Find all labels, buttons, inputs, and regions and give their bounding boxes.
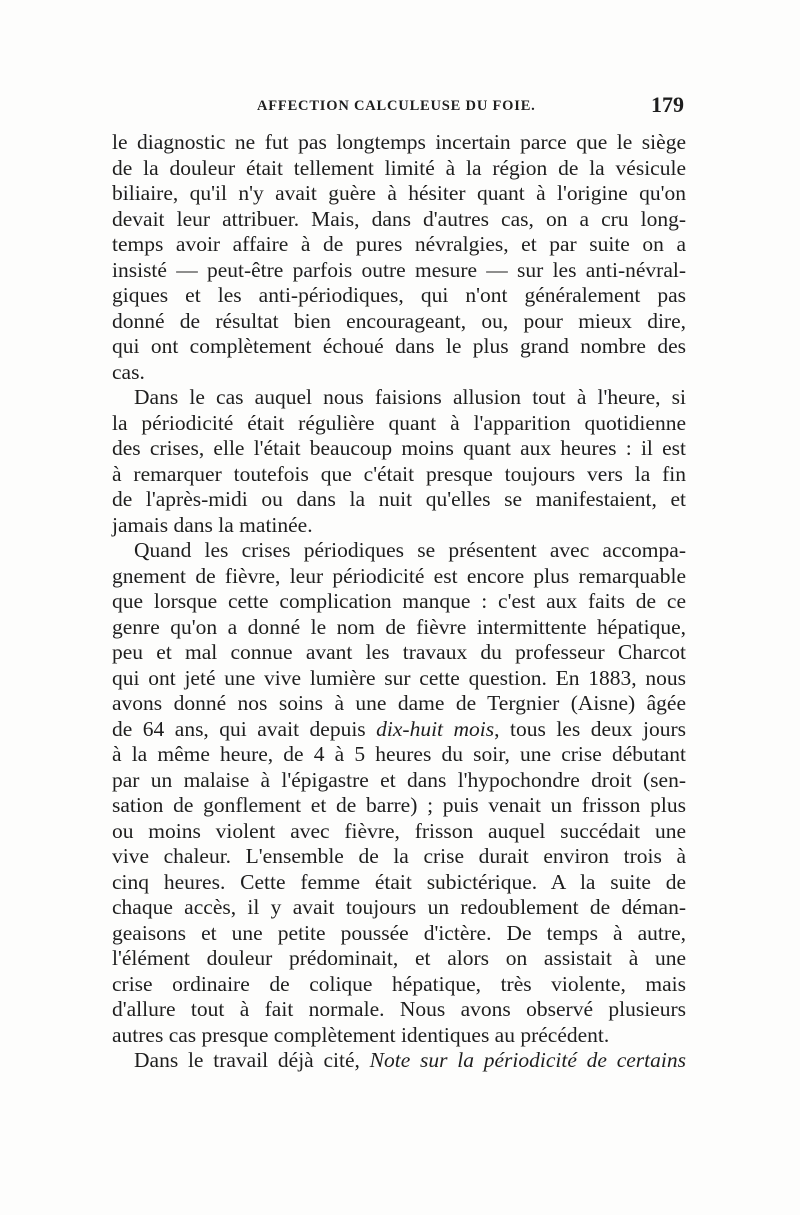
text-run: Dans le travail déjà cité, [134, 1048, 370, 1072]
text-line: à la même heure, de 4 à 5 heures du soir, une crise débutant [112, 742, 686, 766]
page-number: 179 [651, 92, 684, 117]
text-line: gnement de fièvre, leur périodicité est encore plus remarquable [112, 563, 686, 588]
text-line: crise ordinaire de colique hépatique, très violente, mais [112, 971, 686, 996]
text-line: jamais dans la matinée. [112, 512, 313, 537]
text-line: temps avoir affaire à de pures névralgies, et par suite on a [112, 232, 686, 256]
italic-run: Note sur la périodicité de certains [369, 1048, 686, 1072]
text-line: des crises, elle l'était beaucoup moins quant aux heures : il est [112, 436, 686, 460]
text-line: d'allure tout à fait normale. Nous avons observé plusieurs [112, 997, 686, 1021]
text-line: devait leur attribuer. Mais, dans d'autres cas, on a cru long- [112, 206, 686, 231]
body-text [112, 130, 686, 1074]
text-line: biliaire, qu'il n'y avait guère à hésiter quant à l'origine qu'on [112, 181, 686, 205]
running-title: AFFECTION CALCULEUSE DU FOIE. [257, 98, 536, 114]
text-line: genre qu'on a donné le nom de fièvre intermittente hépatique, [112, 614, 686, 639]
text-line: cas. [112, 359, 145, 384]
text-line: sation de gonflement et de barre) ; puis venait un frisson plus [112, 793, 686, 817]
text-line: l'élément douleur prédominait, et alors on assistait à une [112, 946, 686, 970]
text-line: Dans le cas auquel nous faisions allusion tout à l'heure, si [134, 385, 686, 409]
italic-run: dix-huit mois [376, 716, 495, 741]
text-line: peu et mal connue avant les travaux du professeur Charcot [112, 640, 686, 664]
text-run: de 64 ans, qui avait depuis [112, 716, 377, 741]
running-head [112, 92, 684, 122]
text-line: la périodicité était régulière quant à l'apparition quotidienne [112, 410, 686, 435]
text-line: ou moins violent avec fièvre, frisson auquel succédait une [112, 818, 686, 843]
text-line [112, 1048, 686, 1074]
text-line: qui ont jeté une vive lumière sur cette question. En 1883, nous [112, 665, 686, 690]
text-line: autres cas presque complètement identiques au précédent. [112, 1022, 610, 1047]
text-line: le diagnostic ne fut pas longtemps incertain parce que le siège [112, 130, 686, 154]
text-line: de la douleur était tellement limité à la région de la vésicule [112, 155, 686, 180]
text-line: de l'après-midi ou dans la nuit qu'elles se manifestaient, et [112, 487, 686, 511]
text-line: insisté — peut-être parfois outre mesure — sur les anti-névral- [112, 257, 686, 282]
text-line: qui ont complètement échoué dans le plus grand nombre des [112, 334, 686, 358]
text-line: à remarquer toutefois que c'était presque toujours vers la fin [112, 461, 686, 486]
text-line: donné de résultat bien encourageant, ou, pour mieux dire, [112, 308, 686, 333]
text-line: avons donné nos soins à une dame de Tergnier (Aisne) âgée [112, 691, 686, 715]
text-line: par un malaise à l'épigastre et dans l'hypochondre droit (sen- [112, 767, 686, 792]
text-line [112, 717, 686, 743]
text-line: Quand les crises périodiques se présentent avec accompa- [134, 538, 686, 562]
text-line: vive chaleur. L'ensemble de la crise durait environ trois à [112, 844, 686, 868]
text-line: chaque accès, il y avait toujours un redoublement de déman- [112, 895, 686, 919]
text-run: , tous les deux jours [494, 716, 686, 741]
text-line: geaisons et une petite poussée d'ictère. De temps à autre, [112, 920, 686, 945]
text-line: que lorsque cette complication manque : c'est aux faits de ce [112, 589, 686, 613]
text-line: giques et les anti-périodiques, qui n'ont généralement pas [112, 283, 686, 307]
text-line: cinq heures. Cette femme était subictérique. A la suite de [112, 869, 686, 894]
